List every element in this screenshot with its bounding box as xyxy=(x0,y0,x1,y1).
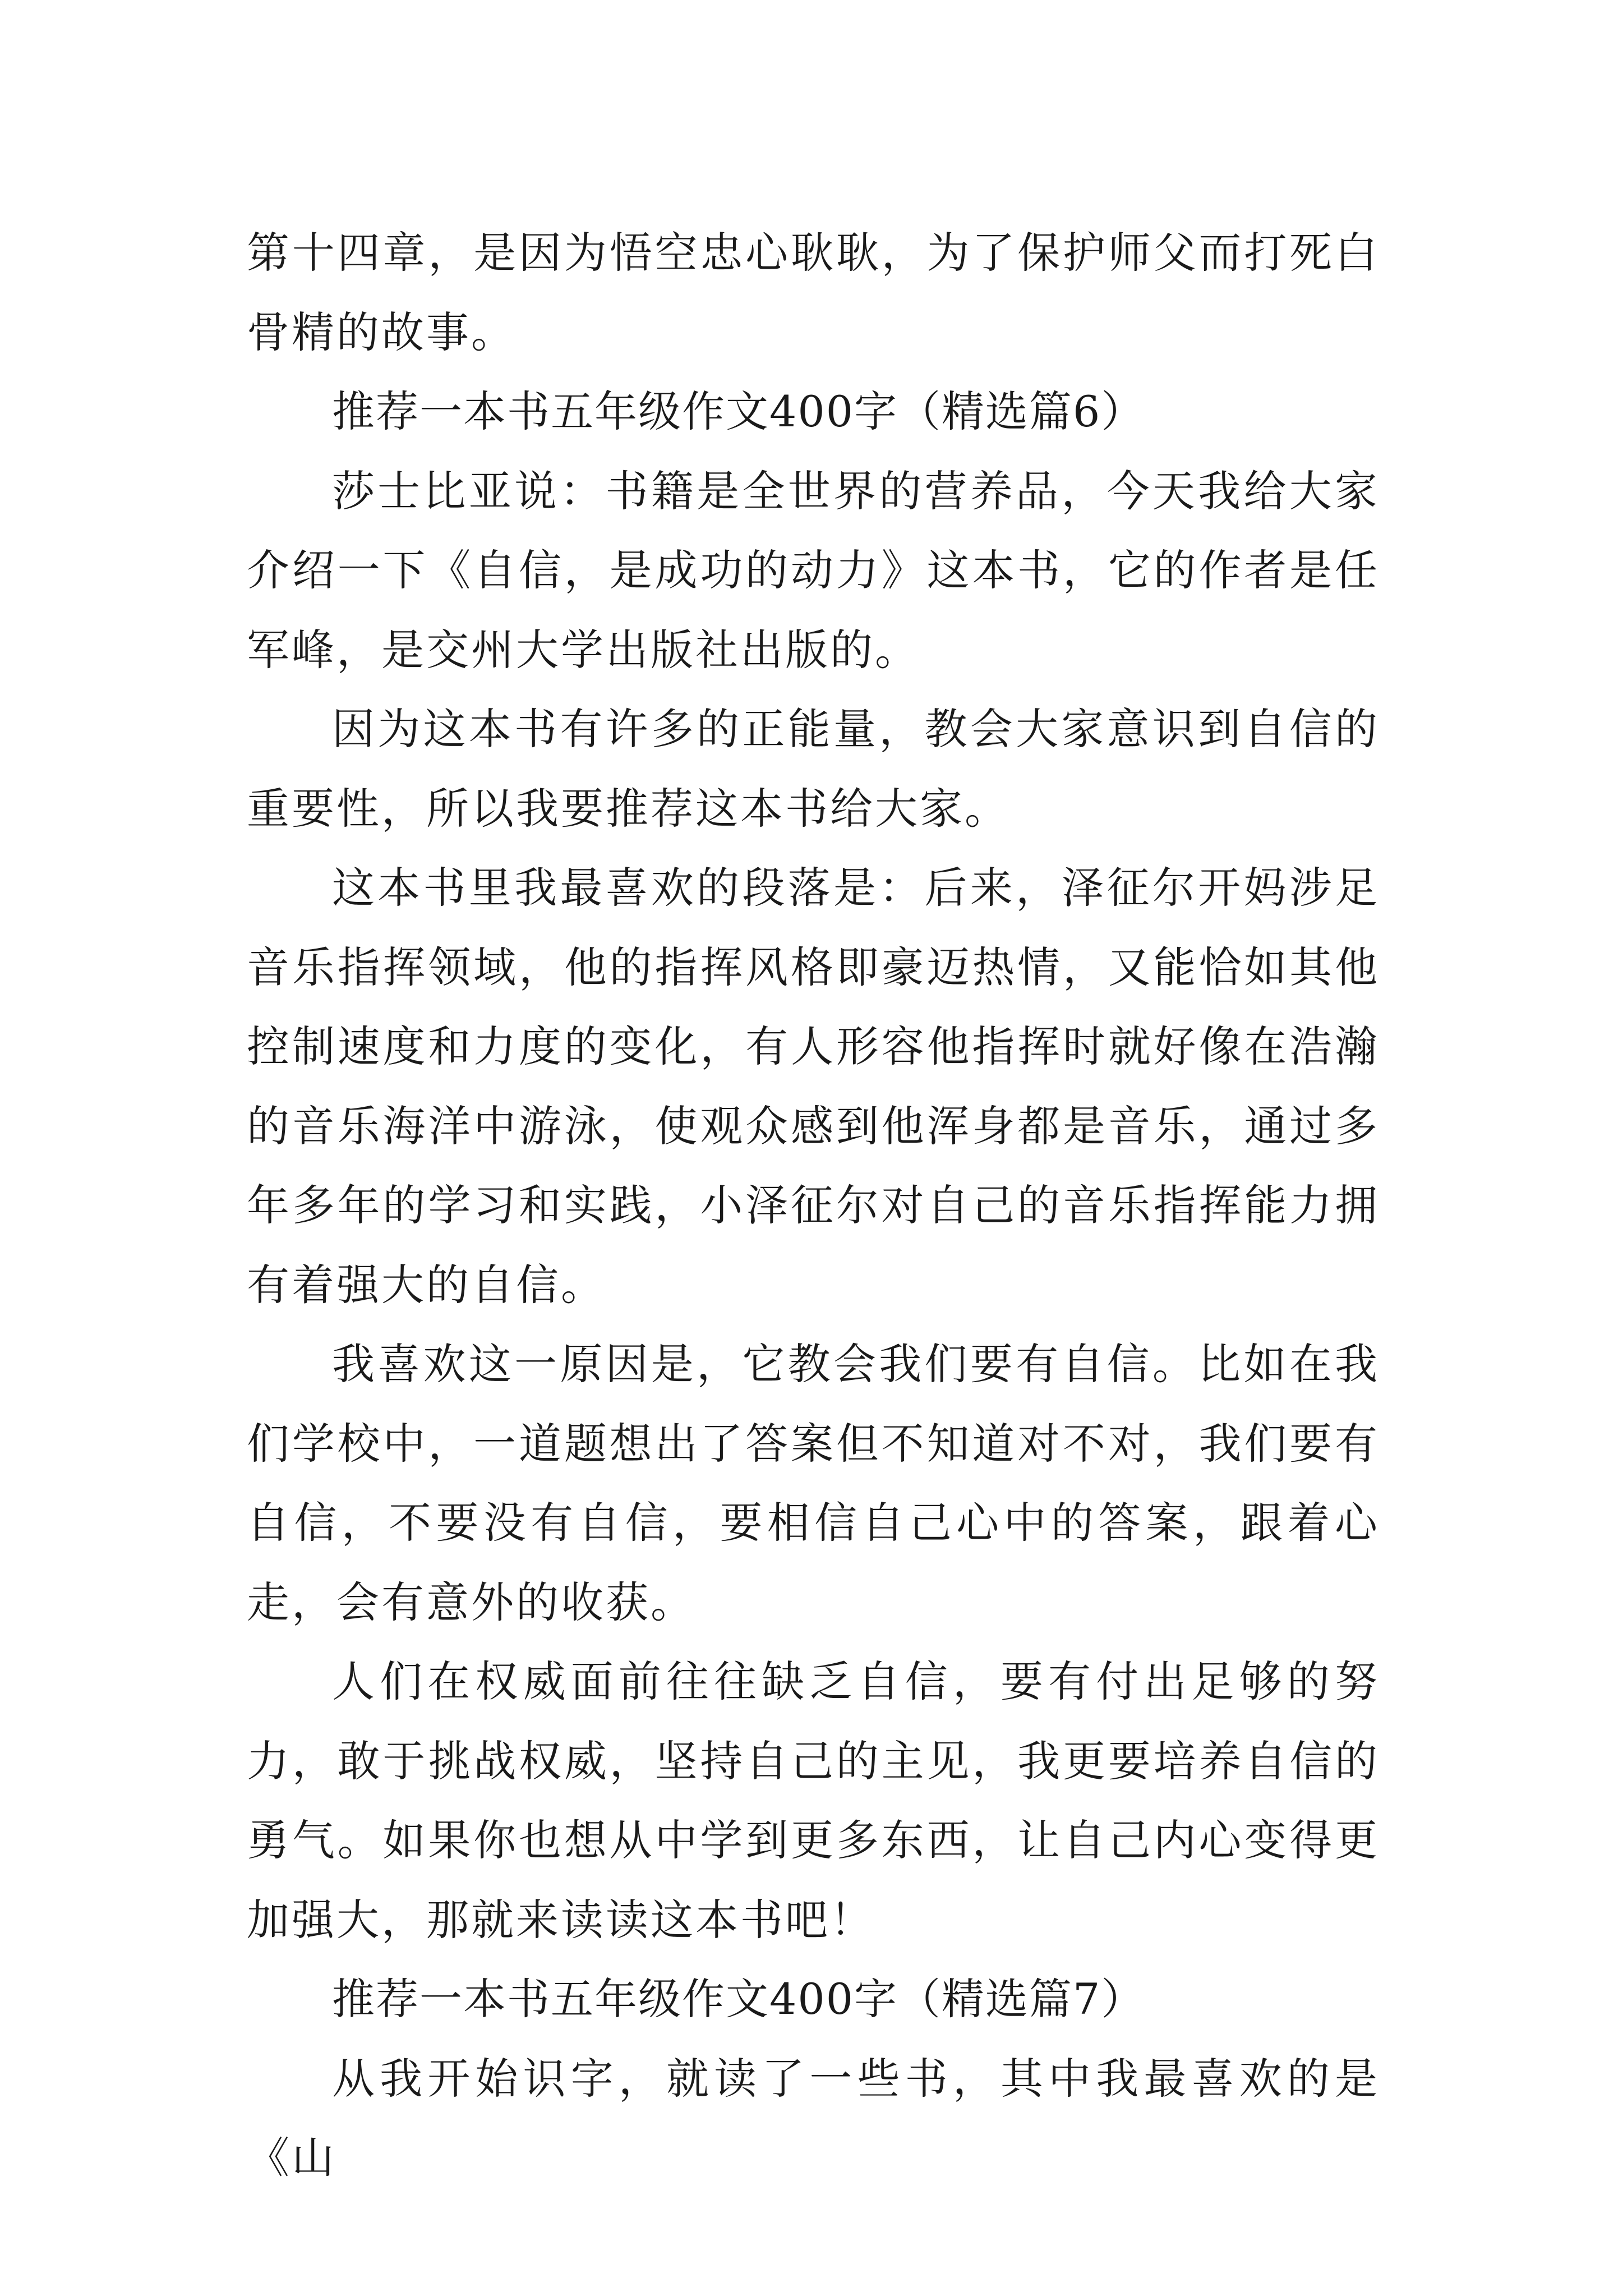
paragraph-conclusion: 人们在权威面前往往缺乏自信，要有付出足够的努力，敢于挑战权威，坚持自己的主见，我更要培养自信的勇气。如果你也想从中学到更多东西，让自己内心变得更加强大，那就来读读这本书吧！ xyxy=(247,1657,1380,1945)
document-body xyxy=(247,213,1380,2198)
paragraph-why-like: 我喜欢这一原因是，它教会我们要有自信。比如在我们学校中，一道题想出了答案但不知道对不对，我们要有自信，不要没有自信，要相信自己心中的答案，跟着心走，会有意外的收获。 xyxy=(247,1339,1380,1627)
paragraph-chapter-fourteen: 第十四章，是因为悟空忠心耿耿，为了保护师父而打死白骨精的故事。 xyxy=(247,228,1380,357)
paragraph-favorite-passage: 这本书里我最喜欢的段落是：后来，泽征尔开妈涉足音乐指挥领域，他的指挥风格即豪迈热情，又能恰如其他控制速度和力度的变化，有人形容他指挥时就好像在浩瀚的音乐海洋中游泳，使观众感到他浑身都是音乐，通过多年多年的学习和实践，小泽征尔对自己的音乐指挥能力拥有着强大的自信。 xyxy=(247,863,1380,1310)
paragraph-intro-book: 莎士比亚说：书籍是全世界的营养品，今天我给大家介绍一下《自信，是成功的动力》这本书，它的作者是任军峰，是交州大学出版社出版的。 xyxy=(247,466,1380,675)
section-heading-6: 推荐一本书五年级作文400字（精选篇6） xyxy=(332,386,1145,436)
paragraph-reason: 因为这本书有许多的正能量，教会大家意识到自信的重要性，所以我要推荐这本书给大家。 xyxy=(247,704,1380,834)
paragraph-start-reading: 从我开始识字，就读了一些书，其中我最喜欢的是《山 xyxy=(247,2053,1380,2183)
section-heading-7: 推荐一本书五年级作文400字（精选篇7） xyxy=(332,1974,1145,2024)
